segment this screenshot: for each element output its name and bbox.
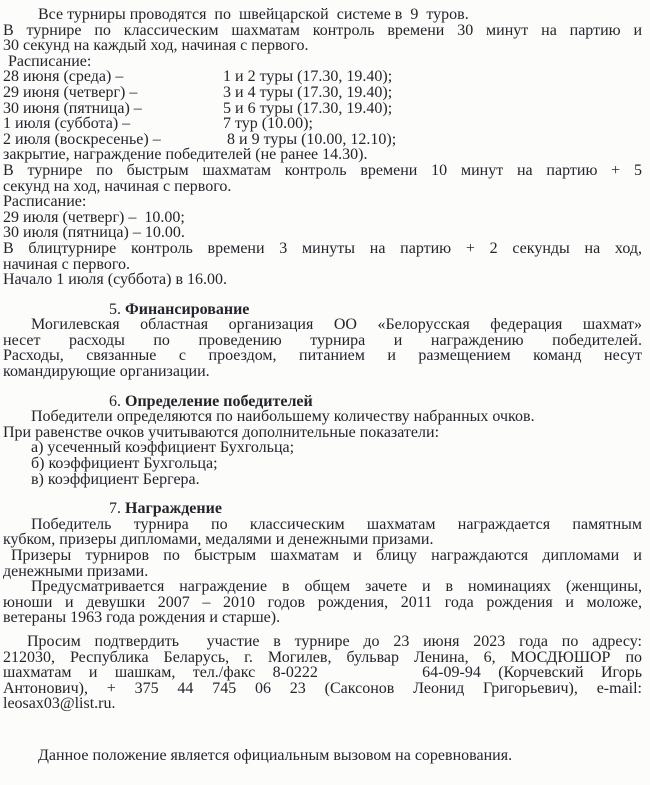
awards-line: Победитель турнира по классическим шахматам награждается памятным (31, 515, 642, 533)
classic-schedule-label: Расписание: (8, 52, 92, 70)
section-5-number: 5. (109, 300, 121, 318)
financing-line: несет расходы по проведению турнира и награждению победителей. (3, 331, 642, 349)
section-5-heading (109, 302, 642, 318)
awards-line: кубком, призеры дипломами, медалями и денежными призами. (3, 531, 434, 549)
awards-line: юноши и девушки 2007 – 2010 годов рождения, 2011 года рождения и моложе, (3, 593, 642, 611)
contact-email-line: leosax03@list.ru. (3, 695, 116, 713)
swiss-system-line: Все турниры проводятся по швейцарской системе в 9 туров. (38, 6, 469, 23)
tiebreak-item: а) усеченный коэффициент Бухгольца; (31, 439, 295, 457)
contact-line: Антонович), + 375 44 745 06 23 (Саксонов Леонид Григорьевич), e-mail: (3, 679, 642, 697)
schedule-row (3, 101, 642, 117)
closing-ceremony-line: закрытие, награждение победителей (не ранее 14.30). (3, 146, 368, 164)
section-7-heading (109, 501, 642, 517)
financing-line: командирующие организации. (3, 363, 210, 381)
schedule-rounds: 3 и 4 туры (17.30, 19.40); (223, 83, 393, 101)
section-5-title: Финансирование (125, 300, 250, 318)
schedule-rounds: 7 тур (10.00); (223, 115, 313, 133)
section-7-title: Награждение (125, 500, 222, 518)
blitz-start-line: Начало 1 июля (суббота) в 16.00. (3, 271, 227, 289)
blitz-control-line-1: В блицтурнире контроль времени 3 минуты на партию + 2 секунды на ход, (3, 239, 642, 257)
awards-line: Призеры турниров по быстрым шахматам и блицу награждаются дипломами и (11, 547, 642, 564)
blitz-control-line-2: начиная с первого. (3, 255, 131, 273)
schedule-day: 30 июня (пятница) – (3, 99, 142, 117)
section-7-number: 7. (109, 500, 121, 518)
schedule-day: 29 июня (четверг) – (3, 83, 138, 101)
schedule-row (3, 85, 642, 101)
financing-line: Расходы, связанные с проездом, питанием и размещением команд несут (3, 347, 642, 365)
contact-line: шахматам и шашкам, тел./факс 8-0222 64-09-94 (Корчевский Игорь (3, 664, 642, 682)
schedule-day: 2 июля (воскресенье) – (3, 130, 161, 148)
rapid-schedule-label: Расписание: (3, 193, 87, 211)
schedule-row (3, 116, 642, 132)
tiebreak-item: б) коэффициент Бухгольца; (31, 455, 218, 473)
classic-control-line-2: 30 секунд на каждый ход, начиная с первого. (3, 37, 309, 55)
rapid-control-line-2: секунд на ход, начиная с первого. (3, 177, 232, 195)
section-6-number: 6. (109, 392, 121, 410)
rapid-control-line-1: В турнире по быстрым шахматам контроль времени 10 минут на партию + 5 (3, 161, 642, 179)
classic-control-line-1: В турнире по классическим шахматам контроль времени 30 минут на партию и (3, 21, 642, 39)
section-6-title: Определение победителей (125, 392, 313, 410)
contact-line: Просим подтвердить участие в турнире до 23 июня 2023 года по адресу: (27, 632, 642, 650)
schedule-rounds: 8 и 9 туры (10.00, 12.10); (223, 130, 397, 148)
contact-line: 212030, Республика Беларусь, г. Могилев, бульвар Ленина, 6, МОСДЮШОР по (3, 648, 642, 666)
schedule-row (3, 132, 642, 148)
schedule-day: 28 июня (среда) – (3, 68, 124, 86)
section-6-heading (109, 394, 642, 410)
schedule-rounds: 5 и 6 туры (17.30, 19.40); (223, 99, 393, 117)
official-invitation-line: Данное положение является официальным вызовом на соревнования. (38, 746, 513, 764)
rapid-schedule-row: 29 июля (четверг) – 10.00; (3, 208, 185, 226)
schedule-row (3, 69, 642, 85)
winners-line: Победители определяются по наибольшему количеству набранных очков. (31, 408, 535, 426)
schedule-rounds: 1 и 2 туры (17.30, 19.40); (223, 68, 393, 86)
schedule-day: 1 июля (суббота) – (3, 115, 131, 133)
awards-line: денежными призами. (3, 562, 149, 580)
rapid-schedule-row: 30 июля (пятница) – 10.00. (3, 224, 185, 242)
awards-line: Предусматривается награждение в общем зачете и в номинациях (женщины, (31, 578, 642, 596)
tiebreak-item: в) коэффициент Бергера. (31, 470, 200, 488)
financing-line: Могилевская областная организация ОО «Белорусская федерация шахмат» (31, 316, 642, 334)
winners-line: При равенстве очков учитываются дополнительные показатели: (3, 423, 440, 441)
awards-line: ветераны 1963 года рождения и старше). (3, 609, 281, 627)
